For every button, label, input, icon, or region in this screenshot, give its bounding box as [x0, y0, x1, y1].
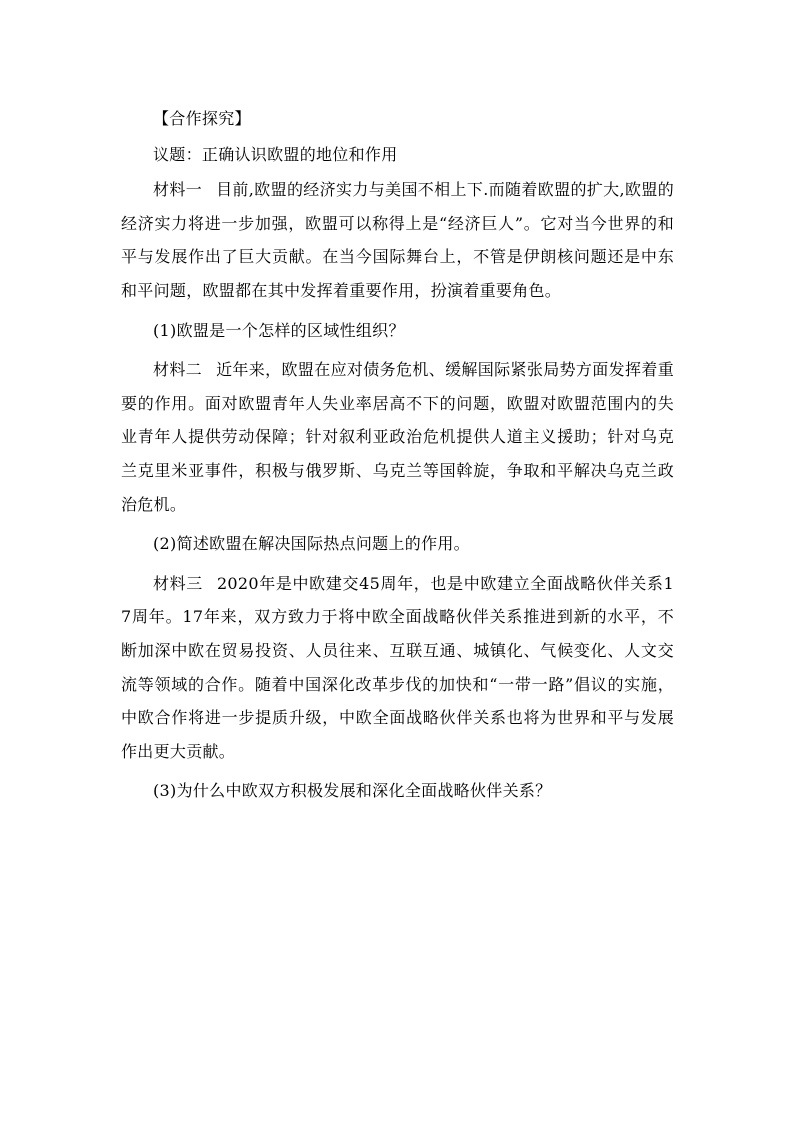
material-2: [121, 353, 674, 521]
topic-line: 议题：正确认识欧盟的地位和作用: [153, 144, 398, 164]
material-2-label: 材料二: [153, 360, 203, 380]
question-2: (2)简述欧盟在解决国际热点问题上的作用。: [153, 534, 470, 554]
material-1: [121, 173, 674, 307]
section-heading: 【合作探究】: [153, 109, 251, 128]
material-2-text: 近年来，欧盟在应对债务危机、缓解国际紧张局势方面发挥着重要的作用。面对欧盟青年人失业率居高不下的问题，欧盟对欧盟范围内的失业青年人提供劳动保障；针对叙利亚政治危机提供人道主义援助；针对乌克兰克里米亚事件，积极与俄罗斯、乌克兰等国斡旋，争取和平解决乌克兰政治危机。: [121, 360, 674, 514]
material-1-text: 目前,欧盟的经济实力与美国不相上下.而随着欧盟的扩大,欧盟的经济实力将进一步加强，欧盟可以称得上是“经济巨人”。它对当今世界的和平与发展作出了巨大贡献。在当今国际舞台上，不管是伊朗核问题还是中东和平问题，欧盟都在其中发挥着重要作用，扮演着重要角色。: [121, 180, 674, 300]
material-3: [121, 567, 674, 769]
question-3: (3)为什么中欧双方积极发展和深化全面战略伙伴关系？: [153, 781, 552, 801]
material-3-label: 材料三: [153, 573, 203, 593]
document-body: [121, 102, 674, 814]
material-3-text: 2020年是中欧建交45周年，也是中欧建立全面战略伙伴关系17周年。17年来，双方致力于将中欧全面战略伙伴关系推进到新的水平，不断加深中欧在贸易投资、人员往来、互联互通、城镇化、气候变化、人文交流等领域的合作。随着中国深化改革步伐的加快和“一带一路”倡议的实施，中欧合作将进一步提质升级，中欧全面战略伙伴关系也将为世界和平与发展作出更大贡献。: [121, 573, 674, 761]
question-1: (1)欧盟是一个怎样的区域性组织？: [153, 320, 405, 340]
material-1-label: 材料一: [153, 180, 203, 200]
